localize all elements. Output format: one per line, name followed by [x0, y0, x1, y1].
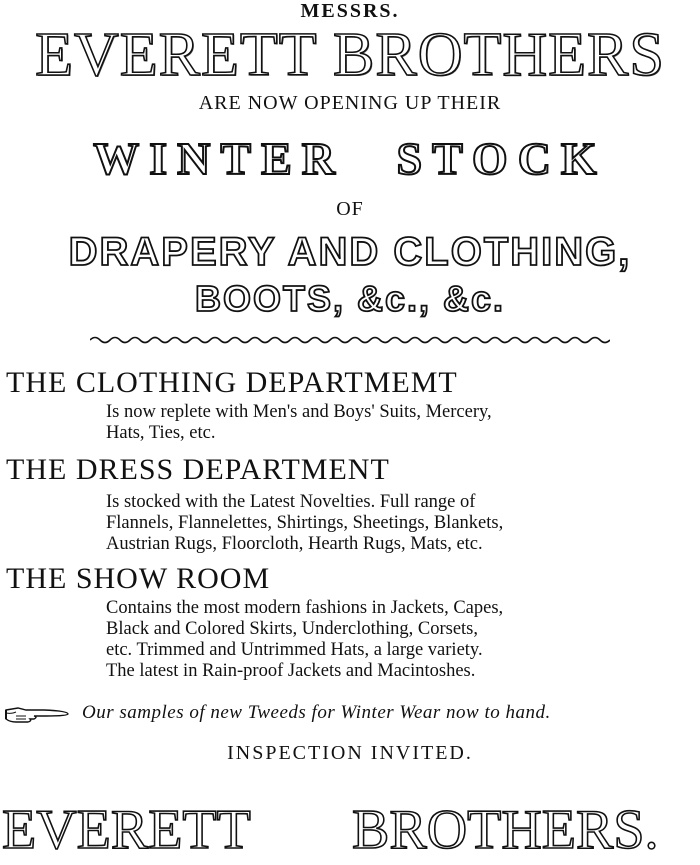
show-room-title: THE SHOW ROOM	[6, 562, 271, 595]
samples-note	[0, 700, 700, 730]
show-room-line-2: Black and Colored Skirts, Underclothing, Corsets,	[106, 619, 479, 639]
clothing-department-title: THE CLOTHING DEPARTMEMT	[6, 366, 458, 399]
dress-line-2: Flannels, Flannelettes, Shirtings, Sheetings, Blankets,	[106, 513, 504, 533]
winter-stock-heading: WINTER STOCK	[93, 133, 607, 184]
footer-word-brothers: BROTHERS.	[352, 799, 659, 861]
firm-name-title: EVERETT BROTHERS	[35, 21, 665, 89]
inspection-invited: INSPECTION INVITED.	[227, 742, 473, 764]
show-room-line-4: The latest in Rain-proof Jackets and Macintoshes.	[106, 661, 476, 681]
of-line: OF	[336, 198, 364, 220]
footer-firm-name	[0, 800, 700, 865]
pointing-hand-icon	[4, 704, 70, 726]
clothing-line-2: Hats, Ties, etc.	[106, 423, 216, 443]
dress-line-3: Austrian Rugs, Floorcloth, Hearth Rugs, Mats, etc.	[106, 534, 483, 554]
drapery-clothing-heading: DRAPERY AND CLOTHING,	[68, 230, 632, 274]
footer-word-everett: EVERETT	[2, 799, 251, 861]
clothing-department-text	[106, 402, 696, 444]
show-room-line-1: Contains the most modern fashions in Jackets, Capes,	[106, 598, 504, 618]
dress-department-title: THE DRESS DEPARTMENT	[6, 453, 390, 486]
wavy-divider	[90, 334, 610, 346]
samples-note-text: Our samples of new Tweeds for Winter Wear now to hand.	[82, 702, 551, 723]
show-room-text	[106, 598, 696, 682]
show-room-line-3: etc. Trimmed and Untrimmed Hats, a large variety.	[106, 640, 483, 660]
boots-heading: BOOTS, &c., &c.	[194, 278, 506, 319]
messrs-heading: MESSRS.	[300, 0, 400, 22]
dress-department-text	[106, 492, 696, 555]
opening-line: ARE NOW OPENING UP THEIR	[198, 92, 502, 114]
dress-line-1: Is stocked with the Latest Novelties. Full range of	[106, 492, 476, 512]
clothing-line-1: Is now replete with Men's and Boys' Suits, Mercery,	[106, 402, 492, 422]
